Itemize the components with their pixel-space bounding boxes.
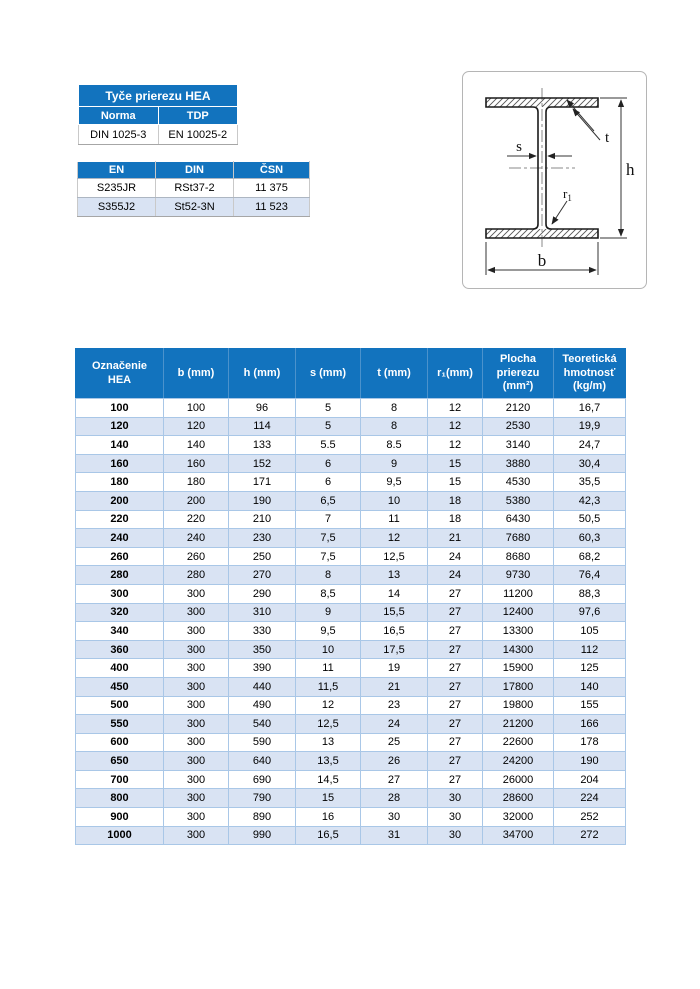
table-cell: 300 xyxy=(164,808,229,827)
table-cell: 27 xyxy=(428,659,483,678)
table-cell: 280 xyxy=(76,566,164,585)
table-cell: 125 xyxy=(554,659,626,678)
table-cell: 24,7 xyxy=(554,436,626,455)
table-cell: 600 xyxy=(76,733,164,752)
table-cell: S235JR xyxy=(78,179,156,198)
table-row xyxy=(76,584,626,603)
column-header: r₁(mm) xyxy=(428,349,483,399)
profile-table-title: Tyče prierezu HEA xyxy=(79,85,238,107)
steel-grades-table xyxy=(77,161,310,217)
dimension-label-b: b xyxy=(537,251,547,270)
table-cell: 5 xyxy=(296,417,361,436)
table-row xyxy=(76,547,626,566)
table-cell: 230 xyxy=(229,529,296,548)
table-cell: 68,2 xyxy=(554,547,626,566)
table-cell: 15 xyxy=(296,789,361,808)
table-cell: 140 xyxy=(164,436,229,455)
table-cell: 3140 xyxy=(483,436,554,455)
table-cell: 8,5 xyxy=(296,584,361,603)
table-cell: 13 xyxy=(296,733,361,752)
table-cell: 15 xyxy=(428,454,483,473)
table-cell: 11 xyxy=(361,510,428,529)
table-cell: 590 xyxy=(229,733,296,752)
table-cell: DIN 1025-3 xyxy=(79,125,159,145)
column-header: DIN xyxy=(156,162,234,179)
table-row xyxy=(76,677,626,696)
table-cell: 171 xyxy=(229,473,296,492)
table-cell: 300 xyxy=(76,584,164,603)
table-cell: 22600 xyxy=(483,733,554,752)
table-cell: 8 xyxy=(296,566,361,585)
table-cell: 27 xyxy=(428,622,483,641)
table-cell: 152 xyxy=(229,454,296,473)
table-cell: 120 xyxy=(76,417,164,436)
table-cell: 21 xyxy=(361,677,428,696)
dimension-label-h: h xyxy=(626,160,635,179)
table-cell: 8680 xyxy=(483,547,554,566)
table-cell: 300 xyxy=(164,584,229,603)
table-cell: 178 xyxy=(554,733,626,752)
column-header: TDP xyxy=(158,107,238,125)
table-cell: 17800 xyxy=(483,677,554,696)
table-cell: 360 xyxy=(76,640,164,659)
table-cell: 300 xyxy=(164,789,229,808)
table-cell: 320 xyxy=(76,603,164,622)
table-row xyxy=(76,696,626,715)
table-cell: St52-3N xyxy=(156,198,234,217)
column-header: Označenie HEA xyxy=(76,349,164,399)
table-row xyxy=(76,436,626,455)
table-cell: 180 xyxy=(164,473,229,492)
table-cell: 24 xyxy=(361,715,428,734)
table-cell: 14,5 xyxy=(296,770,361,789)
table-cell: 32000 xyxy=(483,808,554,827)
table-cell: 190 xyxy=(229,491,296,510)
table-row xyxy=(76,417,626,436)
table-row xyxy=(76,603,626,622)
table-cell: 15 xyxy=(428,473,483,492)
table-cell: 14 xyxy=(361,584,428,603)
table-cell: 190 xyxy=(554,752,626,771)
table-cell: 26 xyxy=(361,752,428,771)
column-header: Norma xyxy=(79,107,159,125)
table-row xyxy=(76,510,626,529)
table-cell: 16,5 xyxy=(296,826,361,845)
table-cell: 2120 xyxy=(483,399,554,418)
column-header: ČSN xyxy=(234,162,310,179)
table-cell: 500 xyxy=(76,696,164,715)
table-cell: 27 xyxy=(428,603,483,622)
table-cell: 300 xyxy=(164,659,229,678)
table-cell: 11,5 xyxy=(296,677,361,696)
table-cell: 550 xyxy=(76,715,164,734)
table-cell: 6 xyxy=(296,454,361,473)
table-cell: 390 xyxy=(229,659,296,678)
table-cell: 990 xyxy=(229,826,296,845)
table-cell: 300 xyxy=(164,640,229,659)
column-header: EN xyxy=(78,162,156,179)
table-cell: 240 xyxy=(164,529,229,548)
table-cell: 240 xyxy=(76,529,164,548)
table-cell: 12 xyxy=(361,529,428,548)
table-cell: 19800 xyxy=(483,696,554,715)
table-cell: 27 xyxy=(428,677,483,696)
table-cell: RSt37-2 xyxy=(156,179,234,198)
table-cell: 450 xyxy=(76,677,164,696)
table-cell: 180 xyxy=(76,473,164,492)
table-cell: 19,9 xyxy=(554,417,626,436)
table-cell: 6,5 xyxy=(296,491,361,510)
table-cell: 27 xyxy=(428,733,483,752)
table-cell: 96 xyxy=(229,399,296,418)
table-cell: 30,4 xyxy=(554,454,626,473)
table-cell: 16,7 xyxy=(554,399,626,418)
table-row xyxy=(76,473,626,492)
table-cell: 204 xyxy=(554,770,626,789)
table-cell: 3880 xyxy=(483,454,554,473)
table-cell: 300 xyxy=(164,715,229,734)
table-cell: 4530 xyxy=(483,473,554,492)
table-cell: 650 xyxy=(76,752,164,771)
table-cell: 6 xyxy=(296,473,361,492)
table-cell: 8 xyxy=(361,399,428,418)
table-cell: 300 xyxy=(164,603,229,622)
table-cell: 155 xyxy=(554,696,626,715)
beam-cross-section-diagram xyxy=(462,71,647,289)
table-cell: 166 xyxy=(554,715,626,734)
table-cell: 18 xyxy=(428,510,483,529)
table-cell: 23 xyxy=(361,696,428,715)
table-cell: 9,5 xyxy=(296,622,361,641)
table-cell: 9,5 xyxy=(361,473,428,492)
table-cell: 350 xyxy=(229,640,296,659)
column-header: b (mm) xyxy=(164,349,229,399)
table-cell: 12400 xyxy=(483,603,554,622)
table-cell: 220 xyxy=(164,510,229,529)
table-cell: 7680 xyxy=(483,529,554,548)
i-beam-drawing-icon xyxy=(463,72,646,288)
table-cell: 12 xyxy=(296,696,361,715)
table-cell: 224 xyxy=(554,789,626,808)
table-cell: 100 xyxy=(164,399,229,418)
table-row xyxy=(76,826,626,845)
table-header-row xyxy=(76,349,626,399)
table-cell: 300 xyxy=(164,770,229,789)
table-cell: 800 xyxy=(76,789,164,808)
table-cell: S355J2 xyxy=(78,198,156,217)
table-row xyxy=(76,454,626,473)
table-cell: 114 xyxy=(229,417,296,436)
table-cell: 252 xyxy=(554,808,626,827)
table-cell: 11200 xyxy=(483,584,554,603)
table-row xyxy=(76,399,626,418)
table-cell: 5380 xyxy=(483,491,554,510)
table-cell: 18 xyxy=(428,491,483,510)
dimension-label-r1: $r_1$ xyxy=(563,186,572,203)
table-cell: 8 xyxy=(361,417,428,436)
table-cell: 260 xyxy=(164,547,229,566)
table-cell: 200 xyxy=(164,491,229,510)
column-header: h (mm) xyxy=(229,349,296,399)
table-cell: 5 xyxy=(296,399,361,418)
table-cell: 27 xyxy=(428,696,483,715)
table-cell: 272 xyxy=(554,826,626,845)
table-row xyxy=(78,198,310,217)
column-header: t (mm) xyxy=(361,349,428,399)
table-row xyxy=(76,752,626,771)
table-cell: 300 xyxy=(164,696,229,715)
table-cell: 440 xyxy=(229,677,296,696)
table-cell: 300 xyxy=(164,622,229,641)
table-row xyxy=(76,529,626,548)
table-cell: 330 xyxy=(229,622,296,641)
table-cell: 15,5 xyxy=(361,603,428,622)
table-cell: 13300 xyxy=(483,622,554,641)
table-row xyxy=(76,566,626,585)
table-cell: 270 xyxy=(229,566,296,585)
table-cell: 27 xyxy=(428,752,483,771)
table-cell: 120 xyxy=(164,417,229,436)
table-cell: 300 xyxy=(164,752,229,771)
table-cell: 14300 xyxy=(483,640,554,659)
table-cell: 12 xyxy=(428,436,483,455)
table-cell: 10 xyxy=(296,640,361,659)
table-cell: 100 xyxy=(76,399,164,418)
table-cell: 300 xyxy=(164,733,229,752)
table-row xyxy=(76,622,626,641)
table-cell: 1000 xyxy=(76,826,164,845)
table-cell: 21200 xyxy=(483,715,554,734)
table-cell: 21 xyxy=(428,529,483,548)
table-cell: 7 xyxy=(296,510,361,529)
table-row xyxy=(79,125,238,145)
table-cell: 16 xyxy=(296,808,361,827)
table-cell: 34700 xyxy=(483,826,554,845)
column-header: Teoretická hmotnosť (kg/m) xyxy=(554,349,626,399)
table-cell: 13,5 xyxy=(296,752,361,771)
table-cell: 260 xyxy=(76,547,164,566)
table-cell: 24200 xyxy=(483,752,554,771)
table-row xyxy=(79,107,238,125)
table-cell: 28 xyxy=(361,789,428,808)
table-cell: 490 xyxy=(229,696,296,715)
table-cell: 690 xyxy=(229,770,296,789)
table-cell: 27 xyxy=(428,715,483,734)
table-cell: 76,4 xyxy=(554,566,626,585)
table-cell: 160 xyxy=(76,454,164,473)
table-cell: 890 xyxy=(229,808,296,827)
table-row xyxy=(76,733,626,752)
column-header: Plocha prierezu (mm²) xyxy=(483,349,554,399)
table-cell: 27 xyxy=(428,584,483,603)
table-cell: 60,3 xyxy=(554,529,626,548)
table-row xyxy=(76,770,626,789)
table-cell: 12,5 xyxy=(361,547,428,566)
table-cell: 30 xyxy=(361,808,428,827)
table-cell: 5.5 xyxy=(296,436,361,455)
table-cell: 160 xyxy=(164,454,229,473)
table-row xyxy=(76,640,626,659)
table-cell: 24 xyxy=(428,566,483,585)
table-cell: 7,5 xyxy=(296,529,361,548)
table-cell: 540 xyxy=(229,715,296,734)
table-cell: EN 10025-2 xyxy=(158,125,238,145)
table-cell: 12,5 xyxy=(296,715,361,734)
table-cell: 13 xyxy=(361,566,428,585)
table-cell: 6430 xyxy=(483,510,554,529)
table-cell: 790 xyxy=(229,789,296,808)
table-cell: 19 xyxy=(361,659,428,678)
table-cell: 7,5 xyxy=(296,547,361,566)
table-cell: 25 xyxy=(361,733,428,752)
table-cell: 9 xyxy=(361,454,428,473)
table-cell: 12 xyxy=(428,417,483,436)
table-cell: 16,5 xyxy=(361,622,428,641)
table-cell: 30 xyxy=(428,789,483,808)
table-cell: 11 375 xyxy=(234,179,310,198)
table-row xyxy=(76,808,626,827)
table-row xyxy=(76,715,626,734)
table-cell: 900 xyxy=(76,808,164,827)
table-cell: 133 xyxy=(229,436,296,455)
table-cell: 97,6 xyxy=(554,603,626,622)
table-cell: 27 xyxy=(428,640,483,659)
table-cell: 28600 xyxy=(483,789,554,808)
table-cell: 24 xyxy=(428,547,483,566)
table-cell: 400 xyxy=(76,659,164,678)
table-cell: 88,3 xyxy=(554,584,626,603)
table-cell: 11 523 xyxy=(234,198,310,217)
table-cell: 290 xyxy=(229,584,296,603)
table-row xyxy=(78,162,310,179)
table-cell: 220 xyxy=(76,510,164,529)
table-cell: 11 xyxy=(296,659,361,678)
table-cell: 210 xyxy=(229,510,296,529)
table-cell: 300 xyxy=(164,826,229,845)
table-cell: 31 xyxy=(361,826,428,845)
table-cell: 250 xyxy=(229,547,296,566)
table-cell: 50,5 xyxy=(554,510,626,529)
table-cell: 2530 xyxy=(483,417,554,436)
table-cell: 640 xyxy=(229,752,296,771)
table-cell: 112 xyxy=(554,640,626,659)
table-cell: 30 xyxy=(428,808,483,827)
table-cell: 15900 xyxy=(483,659,554,678)
table-cell: 105 xyxy=(554,622,626,641)
table-cell: 140 xyxy=(554,677,626,696)
table-cell: 700 xyxy=(76,770,164,789)
hea-dimensions-table xyxy=(75,348,626,845)
table-row xyxy=(76,659,626,678)
table-cell: 140 xyxy=(76,436,164,455)
table-cell: 280 xyxy=(164,566,229,585)
table-cell: 9 xyxy=(296,603,361,622)
table-row xyxy=(79,85,238,107)
table-cell: 35,5 xyxy=(554,473,626,492)
table-cell: 10 xyxy=(361,491,428,510)
table-cell: 9730 xyxy=(483,566,554,585)
table-cell: 30 xyxy=(428,826,483,845)
table-cell: 42,3 xyxy=(554,491,626,510)
table-row xyxy=(76,789,626,808)
table-cell: 17,5 xyxy=(361,640,428,659)
table-cell: 27 xyxy=(361,770,428,789)
column-header: s (mm) xyxy=(296,349,361,399)
table-cell: 27 xyxy=(428,770,483,789)
table-cell: 12 xyxy=(428,399,483,418)
table-cell: 300 xyxy=(164,677,229,696)
table-cell: 26000 xyxy=(483,770,554,789)
dimension-label-t: t xyxy=(605,130,610,146)
table-row xyxy=(76,491,626,510)
table-row xyxy=(78,179,310,198)
table-cell: 200 xyxy=(76,491,164,510)
table-cell: 8.5 xyxy=(361,436,428,455)
profile-norm-table xyxy=(78,84,238,145)
table-cell: 310 xyxy=(229,603,296,622)
dimension-label-s: s xyxy=(516,139,522,155)
table-body xyxy=(76,399,626,845)
table-cell: 340 xyxy=(76,622,164,641)
